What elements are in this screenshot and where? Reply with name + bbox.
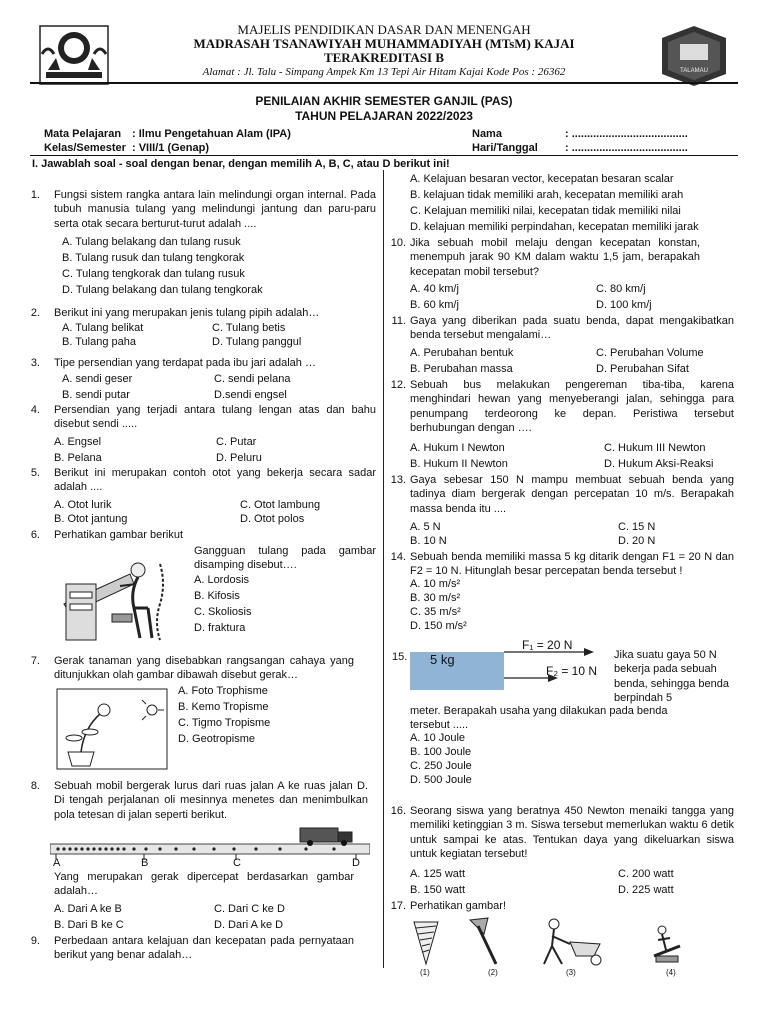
q4-option-a[interactable]: A. Engsel bbox=[54, 436, 102, 448]
q10-option-a[interactable]: A. 40 km/j bbox=[410, 283, 459, 295]
q4-option-d[interactable]: D. Peluru bbox=[216, 452, 262, 464]
q6-text: Perhatikan gambar berikut bbox=[54, 529, 184, 541]
name-label: Nama bbox=[472, 128, 502, 140]
name-value: : ...................................... bbox=[565, 128, 688, 140]
q13-option-d[interactable]: D. 20 N bbox=[618, 535, 656, 547]
q6-option-b[interactable]: B. Kifosis bbox=[194, 590, 240, 602]
plant-illustration bbox=[56, 688, 168, 770]
q14-text: Sebuah benda memiliki massa 5 kg ditarik dengan F1 = 20 N dan F2 = 10 N. Hitunglah besar percepatan benda tersebut ! bbox=[410, 551, 734, 578]
q1-text: Fungsi sistem rangka antara lain melindungi organ internal. Pada tubuh manusia tulang yang melindungi jantung dan paru-paru serta otak secara berturut-turut adalah .... bbox=[54, 189, 376, 230]
q16-option-b[interactable]: B. 150 watt bbox=[410, 884, 466, 896]
q5-option-a[interactable]: A. Otot lurik bbox=[54, 499, 112, 511]
class-value: : VIII/1 (Genap) bbox=[132, 142, 210, 154]
q5-text: Berikut ini merupakan contoh otot yang bekerja secara sadar adalah .... bbox=[54, 467, 376, 494]
q6-option-a[interactable]: A. Lordosis bbox=[194, 574, 250, 586]
header-divider bbox=[30, 82, 738, 84]
header-accreditation: TERAKREDITASI B bbox=[323, 50, 445, 65]
q9-option-c[interactable]: C. Kelajuan memiliki nilai, kecepatan tidak memiliki nilai bbox=[410, 205, 681, 217]
machine-label-3: (3) bbox=[566, 968, 576, 977]
q15-text: meter. Berapakah usaha yang dilakukan pada benda tersebut ..... bbox=[410, 705, 668, 732]
q7-option-d[interactable]: D. Geotropisme bbox=[178, 733, 256, 745]
q11-option-b[interactable]: B. Perubahan massa bbox=[410, 363, 513, 375]
q3-option-d[interactable]: D.sendi engsel bbox=[214, 389, 287, 401]
simple-machines-illustration bbox=[404, 914, 704, 970]
q1-option-b[interactable]: B. Tulang rusuk dan tulang tengkorak bbox=[62, 252, 245, 264]
oil-drip-road bbox=[50, 824, 370, 868]
q15-side-text: Jika suatu gaya 50 N bekerja pada sebuah benda, sehingga benda berpindah 5 bbox=[614, 649, 729, 704]
q2-option-b[interactable]: B. Tulang paha bbox=[62, 336, 137, 348]
q8-option-c[interactable]: C. Dari C ke D bbox=[214, 903, 285, 915]
subject-label: Mata Pelajaran bbox=[44, 128, 122, 140]
q2-option-d[interactable]: D. Tulang panggul bbox=[212, 336, 302, 348]
road-label-b: B bbox=[141, 857, 149, 869]
q8-option-d[interactable]: D. Dari A ke D bbox=[214, 919, 284, 931]
q14-number: 14. bbox=[390, 551, 406, 563]
q10-number: 10. bbox=[390, 237, 406, 249]
q8-text: Sebuah mobil bergerak lurus dari ruas jalan A ke ruas jalan D. Di tengah perjalanan oli mesinnya menetes dan menimbulkan pola tetesan di jalan seperti berikut. bbox=[54, 780, 368, 821]
road-label-a: A bbox=[53, 857, 61, 869]
q16-text: Seorang siswa yang beratnya 450 Newton menaiki tangga yang memiliki ketinggian 3 m. Siswa tersebut memerlukan waktu 6 detik untuk sampai ke atas. Tentukan daya yang dikeluarkan siswa untuk kegiatan tersebut! bbox=[410, 805, 734, 860]
info-divider bbox=[30, 155, 738, 156]
q1-option-c[interactable]: C. Tulang tengkorak dan tulang rusuk bbox=[62, 268, 245, 280]
q17-number: 17. bbox=[390, 900, 406, 912]
force-f1-label: F₁ = 20 N bbox=[522, 638, 573, 652]
q3-option-b[interactable]: B. sendi putar bbox=[62, 389, 130, 401]
header-line1: MAJELIS PENDIDIKAN DASAR DAN MENENGAH bbox=[237, 22, 531, 37]
q5-number: 5. bbox=[30, 467, 40, 479]
q4-option-c[interactable]: C. Putar bbox=[216, 436, 257, 448]
q3-option-c[interactable]: C. sendi pelana bbox=[214, 373, 291, 385]
q9-option-b[interactable]: B. kelajuan tidak memiliki arah, kecepatan memiliki arah bbox=[410, 189, 684, 201]
exam-title: PENILAIAN AKHIR SEMESTER GANJIL (PAS) bbox=[255, 94, 513, 108]
q10-text: Jika sebuah mobil melaju dengan kecepatan konstan, menempuh jarak 90 KM dalam waktu 1,5 jam, berapakah kecepatan mobil tersebut? bbox=[410, 237, 700, 278]
q10-option-b[interactable]: B. 60 km/j bbox=[410, 299, 459, 311]
q9-text: Perbedaan antara kelajuan dan kecepatan pada pernyataan berikut yang benar adalah… bbox=[54, 935, 354, 962]
q16-option-c[interactable]: C. 200 watt bbox=[618, 868, 674, 880]
day-value: : ...................................... bbox=[565, 142, 688, 154]
q15-option-d[interactable]: D. 500 Joule bbox=[410, 774, 472, 786]
q13-option-a[interactable]: A. 5 N bbox=[410, 521, 441, 533]
q7-option-c[interactable]: C. Tigmo Tropisme bbox=[178, 717, 271, 729]
q1-option-d[interactable]: D. Tulang belakang dan tulang tengkorak bbox=[62, 284, 263, 296]
day-label: Hari/Tanggal bbox=[472, 142, 538, 154]
q10-option-c[interactable]: C. 80 km/j bbox=[596, 283, 646, 295]
force-box-label: 5 kg bbox=[430, 652, 455, 667]
q11-option-d[interactable]: D. Perubahan Sifat bbox=[596, 363, 689, 375]
q13-text: Gaya sebesar 150 N mampu membuat sebuah benda yang tadinya diam bergerak dengan percepatan 10 m/s. Berapakah massa benda itu .... bbox=[410, 474, 734, 515]
q14-option-d[interactable]: D. 150 m/s² bbox=[410, 620, 467, 632]
header-school-name: MADRASAH TSANAWIYAH MUHAMMADIYAH (MTsM) KAJAI bbox=[193, 36, 575, 51]
q2-option-c[interactable]: C. Tulang betis bbox=[212, 322, 286, 334]
q3-option-a[interactable]: A. sendi geser bbox=[62, 373, 133, 385]
q7-text: Gerak tanaman yang disebabkan rangsangan cahaya yang ditunjukkan olah gambar dibawah disebut gerak… bbox=[54, 655, 354, 682]
posture-illustration bbox=[60, 544, 178, 644]
q8-after-text: Yang merupakan gerak dipercepat berdasarkan gambar adalah… bbox=[54, 871, 354, 898]
q9-number: 9. bbox=[30, 935, 40, 947]
machine-label-2: (2) bbox=[488, 968, 498, 977]
q14-option-c[interactable]: C. 35 m/s² bbox=[410, 606, 461, 618]
q15-number: 15. bbox=[392, 651, 408, 663]
q6-option-d[interactable]: D. fraktura bbox=[194, 622, 246, 634]
q15-option-b[interactable]: B. 100 Joule bbox=[410, 746, 472, 758]
q7-option-b[interactable]: B. Kemo Tropisme bbox=[178, 701, 269, 713]
q11-text: Gaya yang diberikan pada suatu benda, dapat mengakibatkan benda tersebut mengalami… bbox=[410, 315, 734, 342]
q8-option-b[interactable]: B. Dari B ke C bbox=[54, 919, 124, 931]
road-label-c: C bbox=[233, 857, 241, 869]
machine-label-4: (4) bbox=[666, 968, 676, 977]
q12-option-a[interactable]: A. Hukum I Newton bbox=[410, 442, 505, 454]
header-address: Alamat : Jl. Talu - Simpang Ampek Km 13 Tepi Air Hitam Kajai Kode Pos : 26362 bbox=[202, 66, 566, 78]
q11-option-c[interactable]: C. Perubahan Volume bbox=[596, 347, 704, 359]
q13-option-b[interactable]: B. 10 N bbox=[410, 535, 447, 547]
instruction: I. Jawablah soal - soal dengan benar, dengan memilih A, B, C, atau D berikut ini! bbox=[32, 158, 450, 170]
q12-option-c[interactable]: C. Hukum III Newton bbox=[604, 442, 706, 454]
q5-option-c[interactable]: C. Otot lambung bbox=[240, 499, 321, 511]
q6-number: 6. bbox=[30, 529, 40, 541]
q12-number: 12. bbox=[390, 379, 406, 391]
q12-text: Sebuah bus melakukan pengereman tiba-tiba, karena menghindari hewan yang menyeberangi jalan, sehingga para penumpang terdeorong ke depan. Peristiwa tersebut berhubungan dengan …. bbox=[410, 379, 734, 434]
q13-option-c[interactable]: C. 15 N bbox=[618, 521, 656, 533]
force-f2-label: F₂ = 10 N bbox=[546, 664, 598, 678]
q9-option-a[interactable]: A. Kelajuan besaran vector, kecepatan besaran scalar bbox=[410, 173, 674, 185]
q6-side-text: Gangguan tulang pada gambar disamping disebut…. bbox=[194, 545, 376, 572]
q5-option-b[interactable]: B. Otot jantung bbox=[54, 513, 128, 525]
q12-option-b[interactable]: B. Hukum II Newton bbox=[410, 458, 508, 470]
machine-label-1: (1) bbox=[420, 968, 430, 977]
q12-option-d[interactable]: D. Hukum Aksi-Reaksi bbox=[604, 458, 714, 470]
subject-value: : Ilmu Pengetahuan Alam (IPA) bbox=[132, 128, 291, 140]
q2-option-a[interactable]: A. Tulang belikat bbox=[62, 322, 144, 334]
q13-number: 13. bbox=[390, 474, 406, 486]
q4-number: 4. bbox=[30, 404, 40, 416]
q16-option-d[interactable]: D. 225 watt bbox=[618, 884, 674, 896]
q16-number: 16. bbox=[390, 805, 406, 817]
q11-option-a[interactable]: A. Perubahan bentuk bbox=[410, 347, 514, 359]
q7-number: 7. bbox=[30, 655, 40, 667]
q8-option-a[interactable]: A. Dari A ke B bbox=[54, 903, 122, 915]
q2-number: 2. bbox=[30, 307, 40, 319]
q14-option-a[interactable]: A. 10 m/s² bbox=[410, 578, 461, 590]
q15-option-c[interactable]: C. 250 Joule bbox=[410, 760, 472, 772]
q2-text: Berikut ini yang merupakan jenis tulang pipih adalah… bbox=[54, 307, 320, 319]
q1-number: 1. bbox=[30, 189, 40, 201]
q4-text: Persendian yang terjadi antara tulang lengan atas dan bahu disebut sendi ..... bbox=[54, 404, 376, 431]
exam-year: TAHUN PELAJARAN 2022/2023 bbox=[295, 109, 473, 123]
q16-option-a[interactable]: A. 125 watt bbox=[410, 868, 466, 880]
q8-number: 8. bbox=[30, 780, 40, 792]
q9-option-d[interactable]: D. kelajuan memiliki perpindahan, kecepatan memiliki jarak bbox=[410, 221, 699, 233]
road-label-d: D bbox=[352, 857, 360, 869]
q1-option-a[interactable]: A. Tulang belakang dan tulang rusuk bbox=[62, 236, 241, 248]
q7-option-a[interactable]: A. Foto Trophisme bbox=[178, 685, 268, 697]
q4-option-b[interactable]: B. Pelana bbox=[54, 452, 102, 464]
q17-text: Perhatikan gambar! bbox=[410, 900, 506, 912]
q5-option-d[interactable]: D. Otot polos bbox=[240, 513, 305, 525]
q15-option-a[interactable]: A. 10 Joule bbox=[410, 732, 466, 744]
svg-text:TALAMAU: TALAMAU bbox=[680, 68, 708, 74]
q10-option-d[interactable]: D. 100 km/j bbox=[596, 299, 652, 311]
q11-number: 11. bbox=[391, 315, 406, 327]
q3-text: Tipe persendian yang terdapat pada ibu jari adalah … bbox=[54, 357, 316, 369]
column-divider bbox=[383, 170, 384, 968]
q3-number: 3. bbox=[30, 357, 40, 369]
class-label: Kelas/Semester bbox=[44, 142, 126, 154]
q6-option-c[interactable]: C. Skoliosis bbox=[194, 606, 252, 618]
q14-option-b[interactable]: B. 30 m/s² bbox=[410, 592, 461, 604]
